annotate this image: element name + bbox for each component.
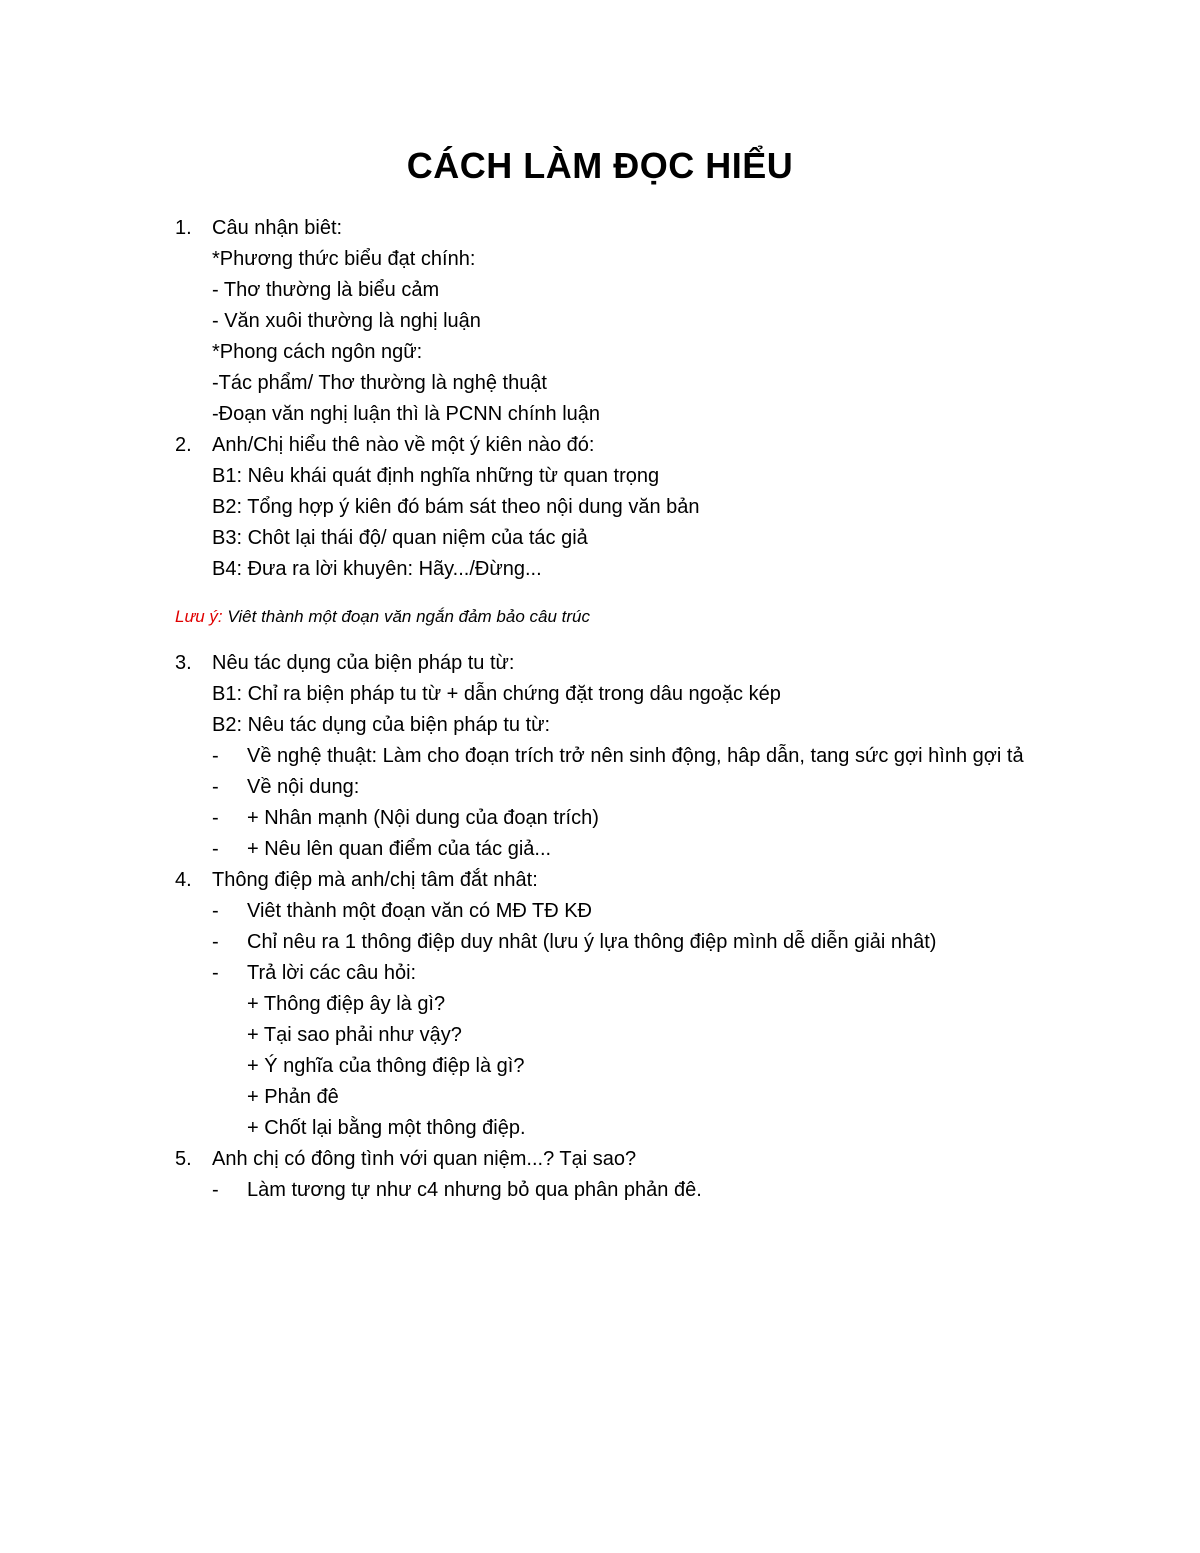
sub-line: + Ý nghĩa của thông điệp là gì? [247, 1055, 525, 1077]
section-3 [175, 648, 1075, 865]
bullet-dash: - [212, 776, 219, 798]
bullet-item [212, 896, 1075, 927]
section-line: B3: Chôt lại thái độ/ quan niệm của tác giả [212, 527, 588, 549]
bullet-dash: - [212, 931, 219, 953]
bullet-text: + Nhân mạnh (Nội dung của đoạn trích) [247, 807, 599, 829]
section-line: *Phương thức biểu đạt chính: [212, 248, 476, 270]
section-number: 4. [175, 869, 192, 891]
section-line: -Đoạn văn nghị luận thì là PCNN chính luận [212, 403, 601, 425]
bullet-text: Làm tương tự như c4 nhưng bỏ qua phân phản đê. [247, 1179, 702, 1201]
sub-line: + Chốt lại bằng một thông điệp. [247, 1117, 526, 1139]
bullet-text: Về nghệ thuật: Làm cho đoạn trích trở nên sinh động, hâp dẫn, tang sức gợi hình gợi tả [247, 745, 1024, 767]
bullet-item [212, 834, 1075, 865]
bullet-text: Về nội dung: [247, 776, 360, 798]
bullet-dash: - [212, 745, 219, 767]
section-heading: Anh/Chị hiểu thê nào về một ý kiên nào đó: [212, 434, 595, 456]
bullet-item [212, 741, 1075, 772]
section-line: - Văn xuôi thường là nghị luận [212, 310, 481, 332]
bullet-item [212, 803, 1075, 834]
note-text: Viêt thành một đoạn văn ngắn đảm bảo câu trúc [222, 607, 590, 626]
document-body [175, 213, 1075, 1206]
sub-line: + Tại sao phải như vậy? [247, 1024, 462, 1046]
note [175, 601, 1075, 632]
section-number: 1. [175, 217, 192, 239]
sub-line: + Thông điệp ây là gì? [247, 993, 446, 1015]
section-heading: Câu nhận biêt: [212, 217, 343, 239]
section-heading: Anh chị có đông tình với quan niệm...? Tại sao? [212, 1148, 637, 1170]
note-label: Lưu ý: [175, 607, 223, 626]
section-number: 2. [175, 434, 192, 456]
bullet-item [212, 927, 1075, 958]
section-heading: Thông điệp mà anh/chị tâm đắt nhât: [212, 869, 538, 891]
section-line: - Thơ thường là biểu cảm [212, 279, 440, 301]
section-5 [175, 1144, 1075, 1206]
bullet-dash: - [212, 838, 219, 860]
section-line: B1: Nêu khái quát định nghĩa những từ quan trọng [212, 465, 660, 487]
section-line: B2: Tổng hợp ý kiên đó bám sát theo nội dung văn bản [212, 496, 700, 518]
bullet-item [212, 772, 1075, 803]
sub-line: + Phản đê [247, 1086, 339, 1108]
bullet-text: Viêt thành một đoạn văn có MĐ TĐ KĐ [247, 900, 592, 922]
section-1 [175, 213, 1075, 430]
section-line: B2: Nêu tác dụng của biện pháp tu từ: [212, 714, 551, 736]
section-number: 5. [175, 1148, 192, 1170]
section-2 [175, 430, 1075, 632]
section-line: *Phong cách ngôn ngữ: [212, 341, 423, 363]
bullet-item [212, 958, 1075, 989]
bullet-text: Trả lời các câu hỏi: [247, 962, 417, 984]
bullet-text: Chỉ nêu ra 1 thông điệp duy nhât (lưu ý lựa thông điệp mình dễ diễn giải nhât) [247, 931, 937, 953]
bullet-item [212, 1175, 1075, 1206]
section-line: B1: Chỉ ra biện pháp tu từ + dẫn chứng đặt trong dâu ngoặc kép [212, 683, 781, 705]
section-4 [175, 865, 1075, 1144]
section-line: -Tác phẩm/ Thơ thường là nghệ thuật [212, 372, 547, 394]
bullet-dash: - [212, 807, 219, 829]
section-line: B4: Đưa ra lời khuyên: Hãy.../Đừng... [212, 558, 542, 580]
bullet-dash: - [212, 1179, 219, 1201]
page-title: CÁCH LÀM ĐỌC HIỂU [406, 145, 794, 186]
bullet-dash: - [212, 900, 219, 922]
bullet-text: + Nêu lên quan điểm của tác giả... [247, 838, 552, 860]
section-heading: Nêu tác dụng của biện pháp tu từ: [212, 652, 515, 674]
section-number: 3. [175, 652, 192, 674]
bullet-dash: - [212, 962, 219, 984]
